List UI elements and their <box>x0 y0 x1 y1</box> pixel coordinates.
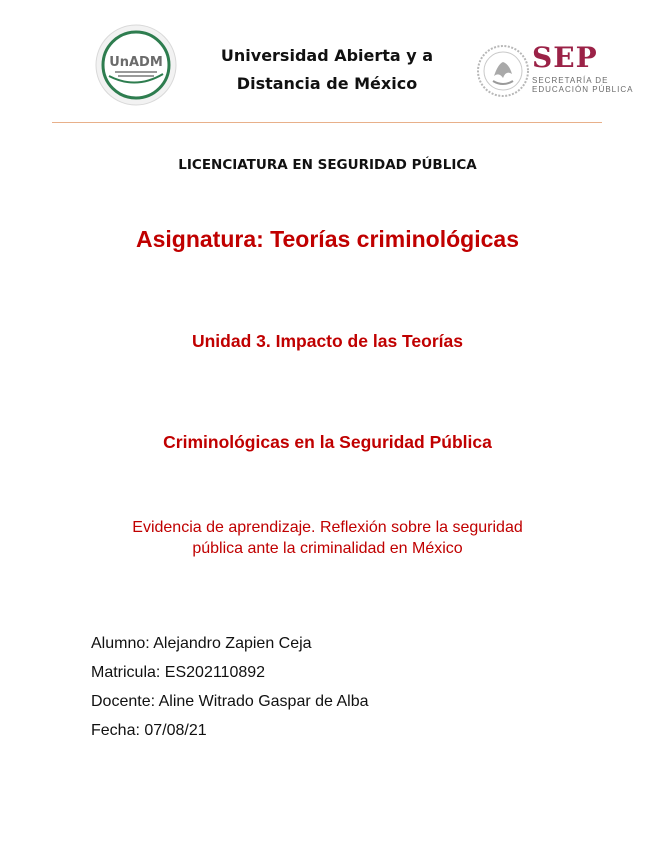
sep-subtitle-line2: EDUCACIÓN PÚBLICA <box>532 85 634 94</box>
header-divider <box>52 122 602 123</box>
mexico-seal-icon <box>476 44 530 98</box>
university-name-line1: Universidad Abierta y a <box>220 46 434 65</box>
unit-title-line2: Criminológicas en la Seguridad Pública <box>163 432 492 452</box>
unadm-logo-text: UnADM <box>109 55 163 70</box>
student-info <box>91 633 369 749</box>
evidence-title <box>70 517 585 559</box>
evidence-title-line1: Evidencia de aprendizaje. Reflexión sobre la seguridad <box>132 519 523 536</box>
unadm-logo <box>95 24 177 106</box>
sep-subtitle-line1: SECRETARÍA DE <box>532 76 609 85</box>
teacher-name: Docente: Aline Witrado Gaspar de Alba <box>91 693 369 710</box>
university-name-line2: Distancia de México <box>236 74 418 93</box>
degree-title: LICENCIATURA EN SEGURIDAD PÚBLICA <box>178 157 477 173</box>
sep-logo <box>532 41 644 104</box>
evidence-title-line2: pública ante la criminalidad en México <box>192 540 463 557</box>
submission-date: Fecha: 07/08/21 <box>91 722 207 739</box>
student-name: Alumno: Alejandro Zapien Ceja <box>91 635 312 652</box>
sep-subtitle <box>532 76 644 94</box>
sep-logo-text: SEP <box>532 41 598 74</box>
unit-title-line1: Unidad 3. Impacto de las Teorías <box>191 331 463 351</box>
university-name <box>192 42 462 98</box>
student-id: Matricula: ES202110892 <box>91 664 266 681</box>
subject-title: Asignatura: Teorías criminológicas <box>135 226 519 252</box>
